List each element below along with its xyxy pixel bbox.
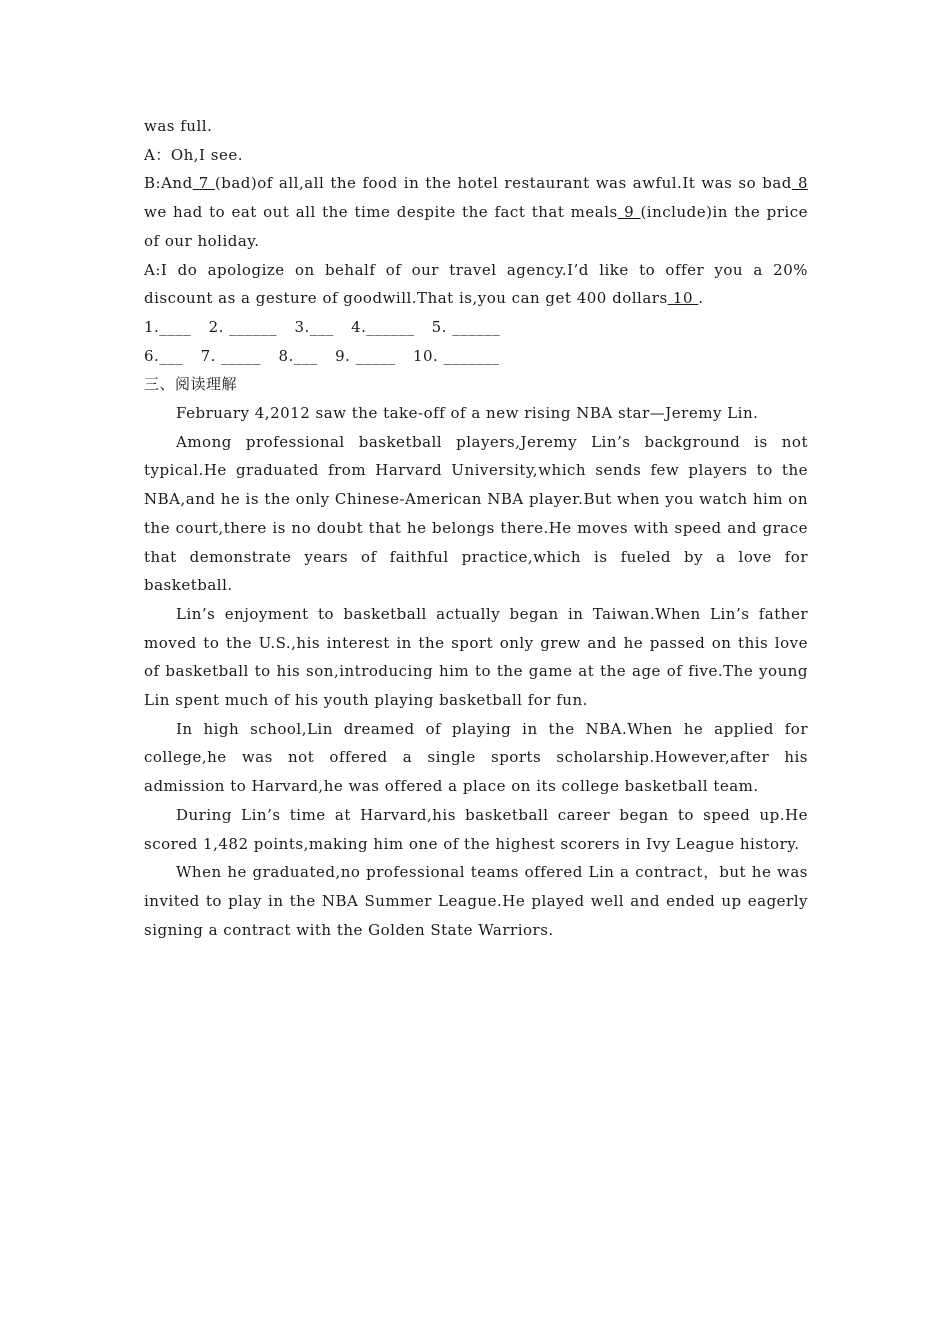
answer-blank: 10. _______ bbox=[412, 346, 500, 365]
answer-blank: 5. ______ bbox=[431, 317, 501, 336]
dialogue-text: (include)in the price of our holiday. bbox=[144, 203, 808, 250]
passage-paragraph: Among professional basketball players,Jeremy Lin’s background is not typical.He graduated from Harvard University,which sends few players to the NBA,and he is the only Chinese-American NBA player.But when you watch him on the court,there is no doubt that he belongs there.He moves with speed and grace that demonstrate years of faithful practice,which is fueled by a love for basketball. bbox=[144, 432, 808, 595]
passage-paragraph: During Lin’s time at Harvard,his basketball career began to speed up.He scored 1,482 points,making him one of the highest scorers in Ivy League history. bbox=[144, 805, 808, 853]
answer-row-2 bbox=[144, 342, 808, 371]
dialogue-a-paragraph bbox=[144, 256, 808, 313]
blank-8: 8 bbox=[791, 174, 809, 193]
dialogue-line: A：Oh,I see. bbox=[144, 145, 243, 164]
passage-paragraph: In high school,Lin dreamed of playing in the NBA.When he applied for college,he was not offered a single sports scholarship.However,after his admission to Harvard,he was offered a place on its college basketball team. bbox=[144, 719, 808, 796]
answer-blank: 3.___ bbox=[294, 317, 334, 336]
document-body bbox=[144, 112, 808, 944]
dialogue-text: (bad)of all,all the food in the hotel restaurant was awful.It was so bad bbox=[214, 174, 792, 193]
passage-paragraph: February 4,2012 saw the take-off of a new rising NBA star—Jeremy Lin. bbox=[176, 404, 759, 423]
blank-10: 10 bbox=[667, 289, 699, 308]
answer-blank: 2. ______ bbox=[208, 317, 278, 336]
dialogue-b-paragraph bbox=[144, 169, 808, 255]
dialogue-line: was full. bbox=[144, 117, 213, 135]
answer-blank: 4.______ bbox=[351, 317, 415, 336]
dialogue-text: . bbox=[698, 289, 704, 308]
answer-blank: 9. _____ bbox=[335, 346, 396, 365]
passage-paragraph: When he graduated,no professional teams offered Lin a contract，but he was invited to play in the NBA Summer League.He played well and ended up eagerly signing a contract with the Golden State Warriors. bbox=[144, 863, 808, 939]
dialogue-text: B:And bbox=[144, 174, 193, 193]
dialogue-text: A:I do apologize on behalf of our travel agency.I’d like to offer you a 20% discount as a gesture of goodwill.That is,you can get 400 dollars bbox=[144, 260, 808, 308]
answer-blank: 8.___ bbox=[278, 346, 318, 365]
blank-7: 7 bbox=[192, 174, 215, 193]
answer-blank: 7. _____ bbox=[200, 346, 262, 365]
passage-paragraph: Lin’s enjoyment to basketball actually began in Taiwan.When Lin’s father moved to the U.S.,his interest in the sport only grew and he passed on this love of basketball to his son,introducing him to the game at the age of five.The young Lin spent much of his youth playing basketball for fun. bbox=[144, 604, 808, 710]
blank-9: 9 bbox=[617, 203, 641, 222]
answer-blank: 1.____ bbox=[144, 317, 192, 336]
dialogue-text: we had to eat out all the time despite the fact that meals bbox=[144, 203, 618, 222]
section-heading: 三、阅读理解 bbox=[144, 375, 238, 394]
answer-blank: 6.___ bbox=[144, 346, 184, 365]
answer-row-1 bbox=[144, 313, 808, 342]
